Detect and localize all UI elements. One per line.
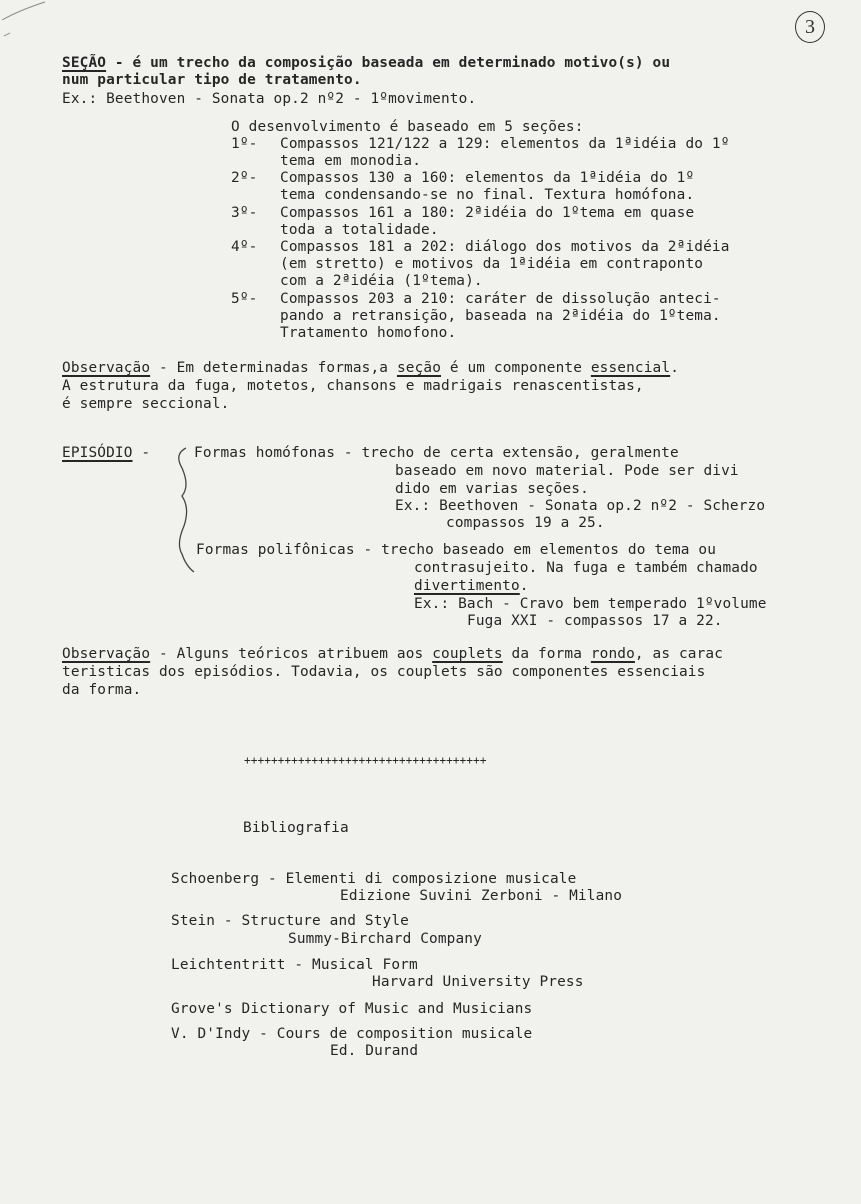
development-intro: O desenvolvimento é baseado em 5 seções: [231,119,584,135]
section-1-number: 1º- [231,136,258,152]
observation-2-line3: da forma. [62,682,142,698]
episodio-brace [168,446,198,576]
polifonicas-line3: divertimento. [414,578,529,594]
homofonas-example-line2: compassos 19 a 25. [446,515,605,531]
episodio-term: EPISÓDIO - [62,445,151,461]
bib-entry-5: V. D'Indy - Cours de composition musicale [171,1026,533,1042]
homofonas-entry: Formas homófonas - trecho de certa extensão, geralmente [194,445,679,461]
observation-2: Observação - Alguns teóricos atribuem aos couplets da forma rondo, as carac [62,646,724,662]
section-4-line3: com a 2ªidéia (1ºtema). [280,273,483,289]
section-5-number: 5º- [231,291,258,307]
page-number: 3 [795,11,825,43]
section-4-number: 4º- [231,239,258,255]
section-3-line2: toda a totalidade. [280,222,439,238]
separator-line: ++++++++++++++++++++++++++++++++++++ [244,754,487,767]
section-2-number: 2º- [231,170,258,186]
section-4-line1: Compassos 181 a 202: diálogo dos motivos da 2ªidéia [280,239,730,255]
homofonas-example: Ex.: Beethoven - Sonata op.2 nº2 - Scherzo [395,498,766,514]
bib-entry-4: Grove's Dictionary of Music and Musicians [171,1001,533,1017]
bib-entry-3-publisher: Harvard University Press [372,974,584,990]
observation-2-line2: teristicas dos episódios. Todavia, os couplets são componentes essenciais [62,664,706,680]
bib-entry-3: Leichtentritt - Musical Form [171,957,418,973]
section-2-line2: tema condensando-se no final. Textura homófona. [280,187,695,203]
polifonicas-entry: Formas polifônicas - trecho baseado em elementos do tema ou [196,542,717,558]
section-2-line1: Compassos 130 a 160: elementos da 1ªidéia do 1º [280,170,695,186]
bib-entry-2-publisher: Summy-Birchard Company [288,931,482,947]
observation-1: Observação - Em determinadas formas,a seção é um componente essencial. [62,360,680,376]
bibliography-heading: Bibliografia [243,820,349,836]
bib-entry-1: Schoenberg - Elementi di composizione musicale [171,871,577,887]
bib-entry-1-publisher: Edizione Suvini Zerboni - Milano [340,888,623,904]
section-3-line1: Compassos 161 a 180: 2ªidéia do 1ºtema em quase [280,205,695,221]
page-corner-mark [0,0,60,50]
homofonas-line3: dido em varias seções. [395,481,589,497]
secao-definition-line2: num particular tipo de tratamento. [62,72,362,88]
secao-example: Ex.: Beethoven - Sonata op.2 nº2 - 1ºmovimento. [62,91,477,107]
polifonicas-example: Ex.: Bach - Cravo bem temperado 1ºvolume [414,596,767,612]
homofonas-line2: baseado em novo material. Pode ser divi [395,463,739,479]
section-5-line3: Tratamento homofono. [280,325,457,341]
section-5-line2: pando a retransição, baseada na 2ªidéia do 1ºtema. [280,308,721,324]
observation-1-line2: A estrutura da fuga, motetos, chansons e madrigais renascentistas, [62,378,644,394]
polifonicas-line2: contrasujeito. Na fuga e também chamado [414,560,758,576]
section-1-line2: tema em monodia. [280,153,422,169]
section-4-line2: (em stretto) e motivos da 1ªidéia em contraponto [280,256,704,272]
bib-entry-2: Stein - Structure and Style [171,913,409,929]
section-5-line1: Compassos 203 a 210: caráter de dissolução anteci- [280,291,721,307]
secao-definition: SEÇÃO - é um trecho da composição baseada em determinado motivo(s) ou [62,55,671,71]
polifonicas-example-line2: Fuga XXI - compassos 17 a 22. [467,613,723,629]
section-1-line1: Compassos 121/122 a 129: elementos da 1ªidéia do 1º [280,136,730,152]
observation-1-line3: é sempre seccional. [62,396,230,412]
bib-entry-5-publisher: Ed. Durand [330,1043,419,1059]
section-3-number: 3º- [231,205,258,221]
